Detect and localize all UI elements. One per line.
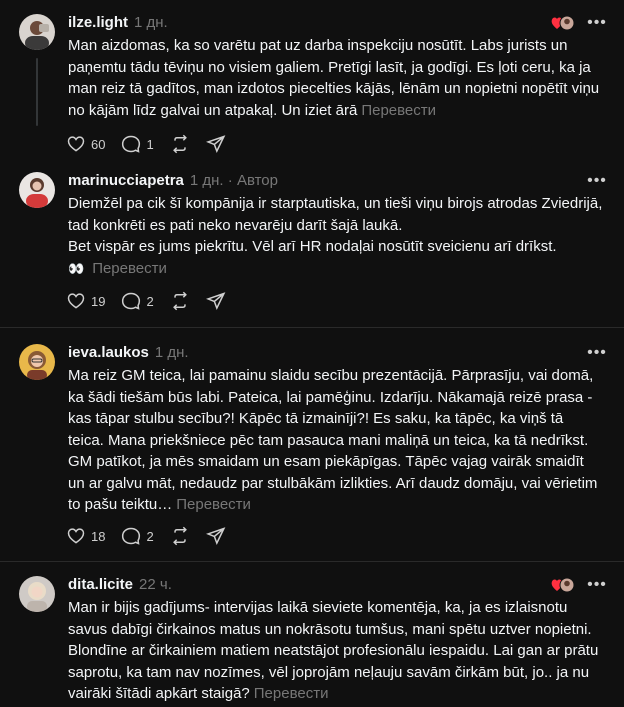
eyes-emoji: 👀: [68, 260, 85, 276]
repost-button[interactable]: [170, 526, 190, 546]
reply-count: 2: [146, 528, 154, 544]
like-button[interactable]: [66, 526, 105, 546]
reply-count: 2: [146, 293, 154, 309]
translate-link[interactable]: Перевести: [253, 685, 329, 702]
avatar[interactable]: [19, 14, 55, 50]
timestamp[interactable]: 1 дн.: [134, 14, 168, 31]
post-text: [68, 193, 603, 279]
share-button[interactable]: [206, 526, 226, 546]
translate-link[interactable]: Перевести: [361, 101, 437, 119]
post-header: [68, 344, 189, 362]
share-icon: [206, 526, 226, 546]
share-button[interactable]: [206, 134, 226, 154]
post-text: [68, 597, 603, 705]
liked-by-author-badge: [550, 14, 576, 32]
author-label: · Автор: [227, 172, 278, 189]
repost-button[interactable]: [170, 134, 190, 154]
reply-count: 1: [146, 136, 154, 152]
like-count: 18: [91, 528, 106, 544]
post-header: [68, 576, 172, 594]
comment-icon: [121, 526, 141, 546]
post-ilze-light: [0, 0, 624, 160]
username[interactable]: ilze.light: [68, 14, 128, 31]
repost-button[interactable]: [170, 291, 190, 311]
post-text: [68, 35, 603, 121]
more-options-icon[interactable]: •••: [587, 14, 607, 31]
timestamp[interactable]: 1 дн.: [154, 344, 189, 361]
more-options-icon[interactable]: •••: [587, 344, 607, 361]
repost-icon: [170, 134, 190, 154]
repost-icon: [170, 291, 190, 311]
post-body-line: Bet vispār es jums piekrītu. Vēl arī HR nodaļai nosūtīt sveicienu arī drīkst.: [68, 238, 557, 255]
post-header: [68, 14, 168, 32]
post-text: [68, 365, 603, 516]
action-bar: [66, 290, 242, 312]
like-button[interactable]: [66, 134, 105, 154]
post-header: [68, 172, 278, 190]
repost-icon: [170, 526, 190, 546]
translate-link[interactable]: Перевести: [92, 259, 167, 277]
post-body: Man aizdomas, ka so varētu pat uz darba inspekciju nosūtīt. Labs jurists un paņemtu tādu tēviņu no visiem galiem. Pretīgi lasīt, ja godīgi. Es ļoti ceru, ka ja man reiz tā gadītos, man izdotos piecelties kājās, lēnām un nopietni nopētīt viņu no kājām līdz galvai un atpakaļ. Un iziet ārā: [68, 37, 600, 119]
reply-button[interactable]: [121, 291, 153, 311]
post-dita-licite: [0, 562, 624, 707]
like-button[interactable]: [66, 291, 105, 311]
action-bar: [66, 525, 242, 547]
username[interactable]: dita.licite: [68, 576, 134, 593]
post-body-line: Diemžēl pa cik šī kompānija ir starptautiska, un tieši viņu birojs atrodas Zviedrijā, tad konkrēti es pati neko nevarēju darīt šajā laukā.: [68, 195, 603, 234]
more-options-icon[interactable]: •••: [587, 172, 607, 189]
action-bar: [66, 133, 242, 155]
thread-line: [36, 58, 38, 126]
avatar[interactable]: [19, 344, 55, 380]
avatar[interactable]: [19, 576, 55, 612]
comment-icon: [121, 291, 141, 311]
share-button[interactable]: [206, 291, 226, 311]
post-marinucciapetra: [0, 160, 624, 327]
post-body: Man ir bijis gadījums- intervijas laikā sieviete komentēja, ka, ja es izlaisnotu savus dabīgi čirkainos matus un nokrāsotu tumšus, mani spētu uztver nopietni. Blondīne ar čirkainiem matiem neatstājot profesionālu iespaidu. Lai gan ar prātu saprotu, ka tam nav nozīmes, vēl joprojām neļauju savām čirkām būt, jo.. ja nu vairāki šītādi apkārt staigā?: [68, 599, 599, 702]
heart-icon: [66, 134, 86, 154]
post-ieva-laukos: [0, 328, 624, 561]
more-options-icon[interactable]: •••: [587, 576, 607, 593]
username[interactable]: marinucciapetra: [68, 172, 184, 189]
avatar[interactable]: [19, 172, 55, 208]
liked-by-author-badge: [550, 576, 576, 594]
share-icon: [206, 291, 226, 311]
like-count: 19: [91, 293, 106, 309]
heart-icon: [66, 526, 86, 546]
comment-icon: [121, 134, 141, 154]
share-icon: [206, 134, 226, 154]
reply-button[interactable]: [121, 134, 153, 154]
translate-link[interactable]: Перевести: [176, 496, 251, 513]
timestamp[interactable]: 22 ч.: [139, 576, 172, 593]
heart-icon: [66, 291, 86, 311]
timestamp[interactable]: 1 дн.: [189, 172, 224, 189]
username[interactable]: ieva.laukos: [68, 344, 149, 361]
like-count: 60: [91, 136, 106, 152]
reply-button[interactable]: [121, 526, 153, 546]
post-body: Ma reiz GM teica, lai pamainu slaidu secību prezentācijā. Pārprasīju, vai domā, ka šādi tiešām būs labi. Pateica, lai pamēģinu. Izdarīju. Nākamajā reizē prasa - kas tāpar stulbu secību?! Kāpēc tā izmainīji?! Es saku, ka tāpēc, ka viņš tā teica. Mana priekšniece pēc tam pasauca mani maliņā un teica, ka tā nedrīkst. GM patīkot, ja mēs smaidam un esam piekāpīgas. Tāpēc vajag vairāk smaidīt un ar galvu māt, nedaudz par stulbākām izlikties. Arī daudz domāju, vai vērietim to pašu teiktu…: [68, 367, 598, 513]
